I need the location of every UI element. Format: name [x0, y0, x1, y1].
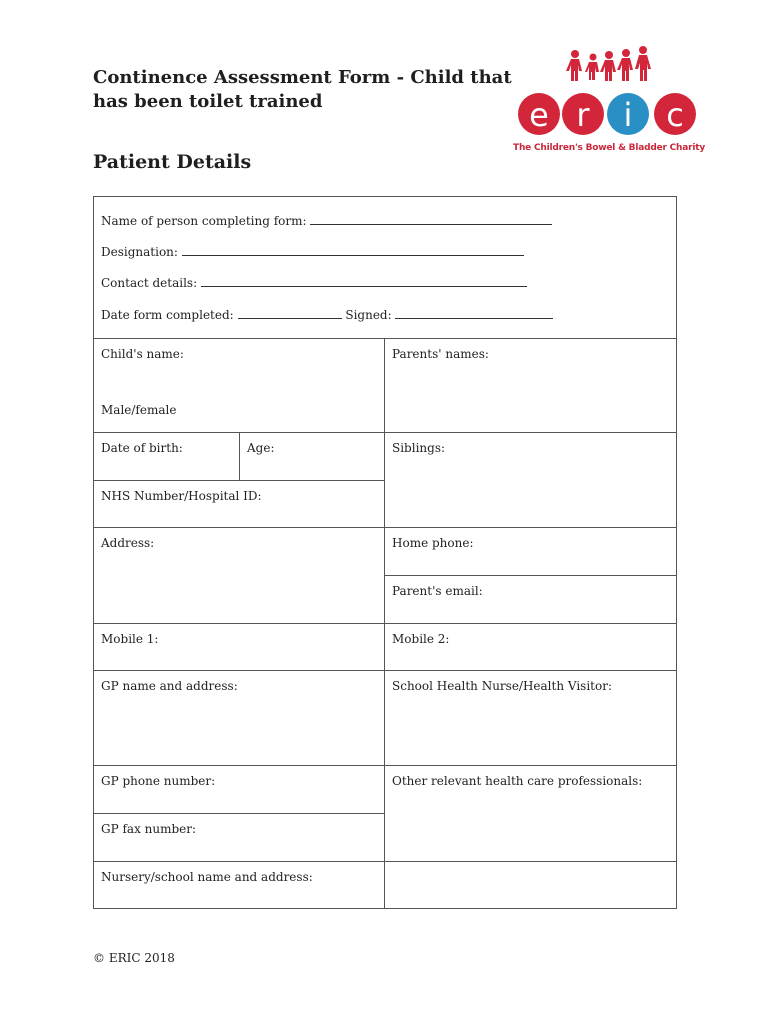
gp-fax-cell[interactable] [93, 813, 385, 862]
designation-label: Designation: [101, 245, 178, 259]
home-phone-cell[interactable] [384, 527, 677, 576]
nursery-school-cell[interactable] [93, 861, 385, 909]
contact-label: Contact details: [101, 276, 198, 290]
parents-names-label: Parents' names: [392, 347, 489, 361]
contact-row [101, 276, 527, 290]
siblings-label: Siblings: [392, 441, 446, 455]
logo-letter-i: i [623, 96, 633, 134]
completer-name-field[interactable] [310, 214, 552, 225]
male-female-label: Male/female [101, 403, 177, 417]
mobile-2-label: Mobile 2: [392, 632, 450, 646]
home-phone-label: Home phone: [392, 536, 474, 550]
parent-email-cell[interactable] [384, 575, 677, 624]
date-completed-field[interactable] [238, 308, 342, 319]
gp-name-address-label: GP name and address: [101, 679, 238, 693]
logo-letter-e: e [529, 96, 549, 134]
address-cell[interactable] [93, 527, 385, 624]
nhs-number-label: NHS Number/Hospital ID: [101, 489, 262, 503]
parent-email-label: Parent's email: [392, 584, 483, 598]
address-label: Address: [101, 536, 155, 550]
school-nurse-cell[interactable] [384, 670, 677, 766]
gp-fax-label: GP fax number: [101, 822, 197, 836]
signed-label: Signed: [345, 308, 392, 322]
childs-name-cell[interactable] [93, 338, 385, 433]
contact-field[interactable] [201, 276, 527, 287]
completer-name-row [101, 214, 552, 228]
nhs-number-cell[interactable] [93, 480, 385, 528]
form-title: Continence Assessment Form - Child that has been toilet trained [93, 67, 512, 112]
logo-letter-r: r [576, 96, 590, 134]
mobile-1-label: Mobile 1: [101, 632, 159, 646]
completer-name-label: Name of person completing form: [101, 214, 307, 228]
logo-graphic [513, 42, 705, 142]
logo-letter-c: c [666, 96, 684, 134]
signed-field[interactable] [395, 308, 553, 319]
empty-cell[interactable] [384, 861, 677, 909]
parents-names-cell[interactable] [384, 338, 677, 433]
other-hcp-cell[interactable] [384, 765, 677, 862]
other-hcp-label: Other relevant health care professionals: [392, 774, 643, 788]
children-figures-icon [566, 46, 651, 81]
copyright-footer: © ERIC 2018 [93, 951, 175, 965]
nursery-school-label: Nursery/school name and address: [101, 870, 313, 884]
dob-label: Date of birth: [101, 441, 183, 455]
mobile-2-cell[interactable] [384, 623, 677, 671]
designation-row [101, 245, 524, 259]
dob-cell[interactable] [93, 432, 240, 481]
school-nurse-label: School Health Nurse/Health Visitor: [392, 679, 613, 693]
mobile-1-cell[interactable] [93, 623, 385, 671]
siblings-cell[interactable] [384, 432, 677, 528]
designation-field[interactable] [182, 245, 524, 256]
section-heading: Patient Details [93, 151, 252, 173]
childs-name-label: Child's name: [101, 347, 184, 361]
logo-tagline: The Children's Bowel & Bladder Charity [513, 143, 706, 153]
age-label: Age: [247, 441, 275, 455]
age-cell[interactable] [239, 432, 385, 481]
eric-logo [513, 42, 705, 160]
gp-phone-label: GP phone number: [101, 774, 216, 788]
gp-name-address-cell[interactable] [93, 670, 385, 766]
date-signed-row [101, 308, 553, 322]
gp-phone-cell[interactable] [93, 765, 385, 814]
date-completed-label: Date form completed: [101, 308, 234, 322]
